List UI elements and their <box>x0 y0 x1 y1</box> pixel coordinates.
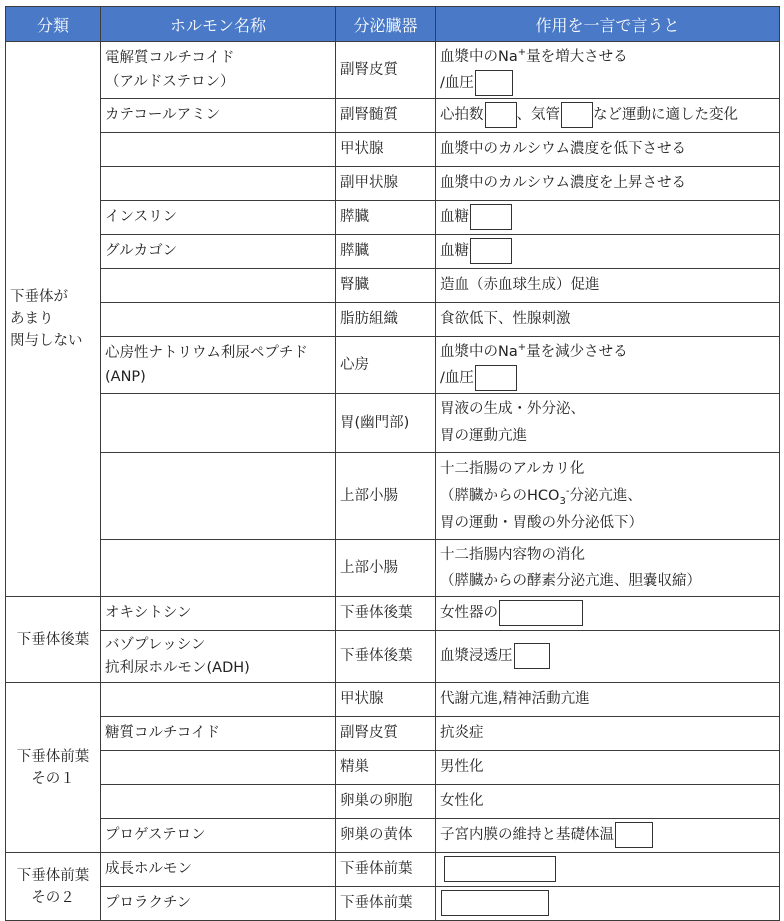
hormone-name-cell <box>101 133 336 167</box>
hormone-name: バゾプレッシン <box>105 636 206 653</box>
organ-cell: 下垂体前葉 <box>336 853 436 887</box>
effect-cell <box>436 42 780 99</box>
category-cell <box>6 853 101 921</box>
organ-cell: 脂肪組織 <box>336 303 436 337</box>
effect-text: 胃の運動亢進 <box>440 428 527 444</box>
hormone-name-cell: グルカゴン <box>101 235 336 269</box>
organ-cell: 甲状腺 <box>336 133 436 167</box>
organ-cell: 下垂体前葉 <box>336 887 436 921</box>
answer-blank[interactable] <box>470 204 512 230</box>
hormone-name-cell: プロゲステロン <box>101 819 336 853</box>
table-row <box>6 337 780 394</box>
effect-text: 心拍数 <box>440 107 484 123</box>
effect-text: 分泌亢進、 <box>569 487 642 504</box>
organ-cell: 下垂体後葉 <box>336 597 436 631</box>
category-label: 下垂体前葉 <box>16 748 90 765</box>
answer-blank[interactable] <box>485 102 517 128</box>
category-cell <box>6 683 101 853</box>
hormone-name-cell <box>101 337 336 394</box>
organ-cell: 精巣 <box>336 751 436 785</box>
hormone-name-cell <box>101 394 336 453</box>
header-category: 分類 <box>6 7 101 42</box>
table-row <box>6 99 780 133</box>
organ-cell: 腎臓 <box>336 269 436 303</box>
hormone-name-cell <box>101 42 336 99</box>
table-row <box>6 394 780 453</box>
effect-cell <box>436 887 780 921</box>
answer-blank[interactable] <box>444 856 556 882</box>
category-label: あまり <box>10 311 54 327</box>
effect-cell: 女性化 <box>436 785 780 819</box>
effect-cell: 食欲低下、性腺刺激 <box>436 303 780 337</box>
effect-text: 胃の運動・胃酸の外分泌低下） <box>440 514 643 531</box>
effect-text: /血圧 <box>440 75 474 91</box>
table-row <box>6 751 780 785</box>
hormone-name-cell: カテコールアミン <box>101 99 336 133</box>
hormone-name-sub: （アルドステロン） <box>105 74 235 90</box>
effect-cell: 造血（赤血球生成）促進 <box>436 269 780 303</box>
answer-blank[interactable] <box>499 600 583 626</box>
table-row <box>6 819 780 853</box>
table-row <box>6 167 780 201</box>
hormone-name-cell <box>101 453 336 540</box>
hormone-name-cell <box>101 631 336 683</box>
effect-text: 血漿中のNa <box>440 344 518 360</box>
organ-cell: 膵臓 <box>336 201 436 235</box>
hormone-name-cell: 糖質コルチコイド <box>101 717 336 751</box>
table-row <box>6 303 780 337</box>
header-row <box>6 7 780 42</box>
answer-blank[interactable] <box>475 365 517 391</box>
effect-cell <box>436 631 780 683</box>
header-hormone-name: ホルモン名称 <box>101 7 336 42</box>
answer-blank[interactable] <box>514 643 550 669</box>
effect-text: 量を減少させる <box>526 344 628 360</box>
hormone-table <box>5 6 780 921</box>
organ-cell: 下垂体後葉 <box>336 631 436 683</box>
effect-text: /血圧 <box>440 370 474 386</box>
effect-text: 血漿浸透圧 <box>440 648 513 664</box>
effect-cell: 男性化 <box>436 751 780 785</box>
organ-cell: 副腎皮質 <box>336 717 436 751</box>
effect-cell <box>436 453 780 540</box>
effect-cell <box>436 540 780 597</box>
effect-text: 胃液の生成・外分泌、 <box>440 401 585 417</box>
superscript: + <box>517 47 527 59</box>
hormone-name-cell <box>101 683 336 717</box>
table-row <box>6 717 780 751</box>
answer-blank[interactable] <box>470 238 512 264</box>
hormone-name-cell: インスリン <box>101 201 336 235</box>
effect-text: （膵臓からのHCO <box>440 487 560 504</box>
effect-cell <box>436 201 780 235</box>
organ-cell: 副甲状腺 <box>336 167 436 201</box>
hormone-name-cell <box>101 167 336 201</box>
hormone-name-sub: 抗利尿ホルモン(ADH) <box>105 659 250 676</box>
category-cell <box>6 42 101 597</box>
table-row <box>6 235 780 269</box>
table-row <box>6 785 780 819</box>
answer-blank[interactable] <box>441 890 549 916</box>
table-row <box>6 269 780 303</box>
effect-cell: 抗炎症 <box>436 717 780 751</box>
effect-text: 血糖 <box>440 243 469 259</box>
effect-text: 子宮内膜の維持と基礎体温 <box>440 827 614 843</box>
category-label: その１ <box>31 770 75 787</box>
organ-cell: 上部小腸 <box>336 540 436 597</box>
table-row <box>6 453 780 540</box>
organ-cell: 胃(幽門部) <box>336 394 436 453</box>
category-label: 下垂体前葉 <box>16 867 90 884</box>
effect-cell <box>436 597 780 631</box>
subscript: 3 <box>559 495 566 507</box>
category-label: 関与しない <box>10 333 83 349</box>
hormone-name-cell: 成長ホルモン <box>101 853 336 887</box>
answer-blank[interactable] <box>561 102 593 128</box>
effect-text: など運動に適した変化 <box>593 107 738 123</box>
table-row <box>6 683 780 717</box>
organ-cell: 副腎髄質 <box>336 99 436 133</box>
effect-cell: 血漿中のカルシウム濃度を上昇させる <box>436 167 780 201</box>
effect-cell <box>436 394 780 453</box>
effect-text: 、気管 <box>516 107 560 123</box>
category-label: 下垂体後葉 <box>16 631 90 648</box>
hormone-name-cell <box>101 785 336 819</box>
table-row <box>6 42 780 99</box>
effect-text: （膵臓からの酵素分泌亢進、胆嚢収縮） <box>440 573 701 589</box>
effect-text: 十二指腸のアルカリ化 <box>440 460 585 477</box>
table-row <box>6 133 780 167</box>
category-label: 下垂体が <box>10 289 68 305</box>
organ-cell: 卵巣の黄体 <box>336 819 436 853</box>
organ-cell: 甲状腺 <box>336 683 436 717</box>
superscript: + <box>517 342 527 354</box>
hormone-name: 電解質コルチコイド <box>105 50 235 66</box>
header-effect: 作用を一言で言うと <box>436 7 780 42</box>
answer-blank[interactable] <box>615 822 653 848</box>
effect-cell: 代謝亢進,精神活動亢進 <box>436 683 780 717</box>
hormone-name-cell <box>101 540 336 597</box>
hormone-name-cell: プロラクチン <box>101 887 336 921</box>
effect-cell: 血漿中のカルシウム濃度を低下させる <box>436 133 780 167</box>
effect-cell <box>436 819 780 853</box>
hormone-name-cell <box>101 751 336 785</box>
table-row <box>6 631 780 683</box>
organ-cell: 膵臓 <box>336 235 436 269</box>
hormone-name-cell <box>101 303 336 337</box>
header-organ: 分泌臓器 <box>336 7 436 42</box>
hormone-name-cell: オキシトシン <box>101 597 336 631</box>
organ-cell: 上部小腸 <box>336 453 436 540</box>
table-row <box>6 887 780 921</box>
effect-cell <box>436 99 780 133</box>
table-row <box>6 597 780 631</box>
effect-text: 十二指腸内容物の消化 <box>440 547 585 563</box>
organ-cell: 副腎皮質 <box>336 42 436 99</box>
organ-cell: 心房 <box>336 337 436 394</box>
hormone-name-cell <box>101 269 336 303</box>
effect-text: 女性器の <box>440 605 498 621</box>
hormone-name-sub: (ANP) <box>105 369 146 385</box>
superscript: - <box>565 485 570 497</box>
organ-cell: 卵巣の卵胞 <box>336 785 436 819</box>
answer-blank[interactable] <box>475 70 513 96</box>
effect-text: 血糖 <box>440 209 469 225</box>
category-cell <box>6 597 101 683</box>
table-row <box>6 540 780 597</box>
effect-text: 量を増大させる <box>526 49 628 65</box>
table-row <box>6 201 780 235</box>
effect-text: 血漿中のNa <box>440 49 518 65</box>
effect-cell <box>436 235 780 269</box>
effect-cell <box>436 337 780 394</box>
category-label: その２ <box>31 889 75 906</box>
hormone-name: 心房性ナトリウム利尿ペプチド <box>105 345 308 361</box>
